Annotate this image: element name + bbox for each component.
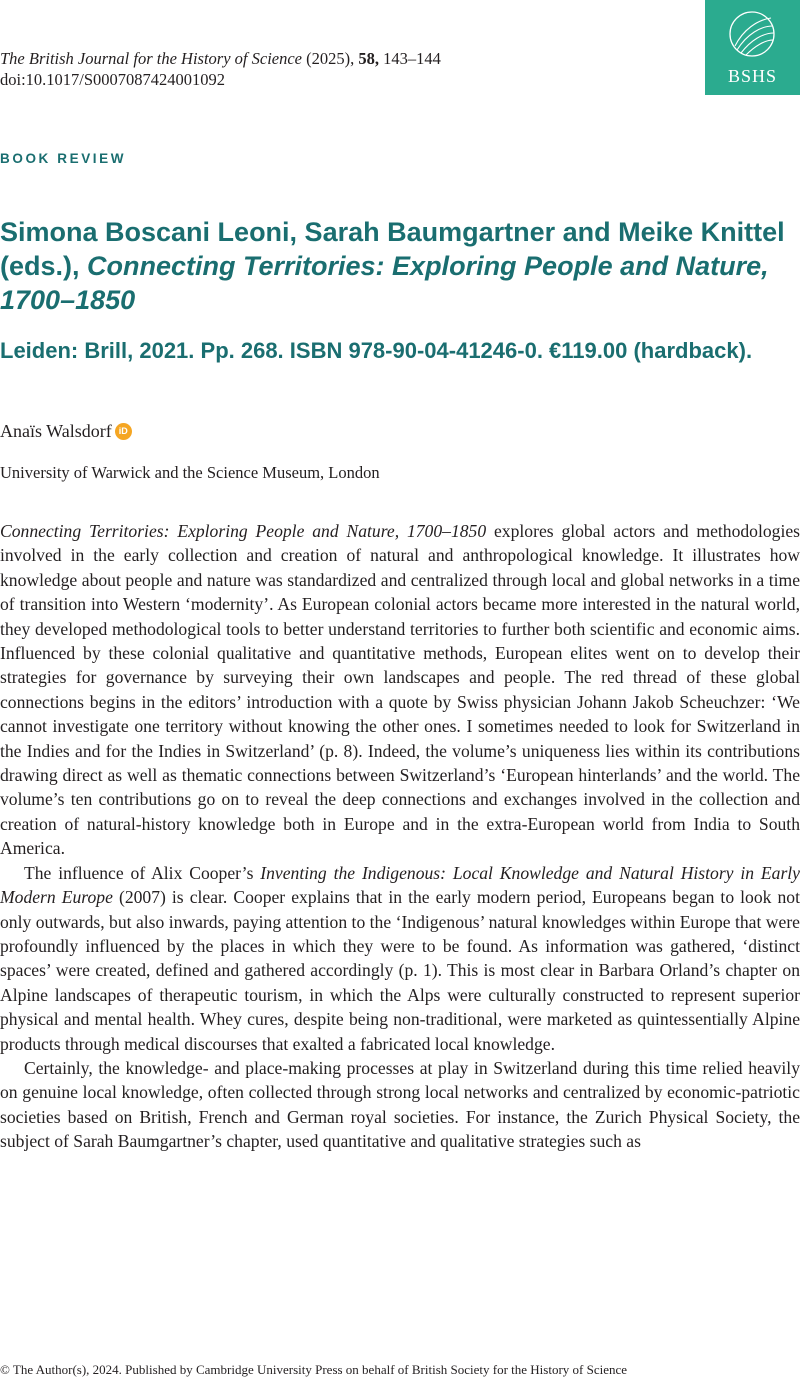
author-line xyxy=(0,421,132,442)
journal-volume: 58, xyxy=(358,49,380,68)
bshs-logo xyxy=(705,0,800,95)
author-name: Anaïs Walsdorf xyxy=(0,421,112,441)
review-title xyxy=(0,215,800,317)
copyright-footer: © The Author(s), 2024. Published by Cambridge University Press on behalf of British Society for the History of Science xyxy=(0,1362,628,1377)
paragraph-3: Certainly, the knowledge- and place-making processes at play in Switzerland during this time relied heavily on genuine local knowledge, often collected through strong local networks and centralized by economic-patriotic societies based on British, French and German royal societies. For instance, the Zurich Physical Society, the subject of Sarah Baumgartner’s chapter, used quantitative and qualitative strategies such as xyxy=(0,1057,800,1152)
title-editors: Simona Boscani Leoni, Sarah Baumgartner and Meike Knittel (eds.), xyxy=(0,217,785,281)
journal-citation xyxy=(0,48,441,69)
journal-name: The British Journal for the History of Science xyxy=(0,49,303,68)
author-affiliation: University of Warwick and the Science Museum, London xyxy=(0,463,380,482)
journal-pages: 143–144 xyxy=(383,49,441,68)
logo-text: BSHS xyxy=(727,66,778,86)
book-title-inline: Connecting Territories: Exploring People and Nature, 1700–1850 xyxy=(0,521,487,541)
paragraph-2-text-a: The influence of Alix Cooper’s xyxy=(24,862,261,883)
title-book: Connecting Territories: Exploring People and Nature, 1700–1850 xyxy=(0,251,769,315)
doi-link[interactable]: doi:10.1017/S0007087424001092 xyxy=(0,70,226,89)
orcid-icon[interactable]: iD xyxy=(115,423,132,440)
paragraph-2-text-b: (2007) is clear. Cooper explains that in the early modern period, Europeans began to look not only outwards, but also inwards, paying attention to the ‘Indigenous’ natural knowledges within Europe that were profoundly influenced by the places in which they were to be found. As information was gathered, ‘distinct spaces’ were created, defined and gathered accordingly (p. 1). This is most clear in Barbara Orland’s chapter on Alpine landscapes of therapeutic tourism, in which the Alps were culturally constructed to represent superior physical and mental health. Whey cures, despite being non-traditional, were marketed as quintessentially Alpine products through medical discourses that exalted a fabricated local knowledge. xyxy=(0,887,800,1054)
paragraph-2 xyxy=(0,861,800,1056)
publication-info: Leiden: Brill, 2021. Pp. 268. ISBN 978-90-04-41246-0. €119.00 (hardback). xyxy=(0,338,753,363)
paragraph-1 xyxy=(0,519,800,861)
cited-book-title: Inventing the Indigenous: Local Knowledge and Natural History in Early Modern Europe xyxy=(0,862,800,908)
journal-year: (2025), xyxy=(306,49,355,68)
paragraph-1-text: explores global actors and methodologies involved in the early collection and creation of natural and anthropological knowledge. It illustrates how knowledge about people and nature was standardized and centralized through local and global networks in a time of transition into Western ‘modernity’. As European colonial actors became more interested in the natural world, they developed methodological tools to better understand territories to further both scientific and economic aims. Influenced by these colonial qualitative and quantitative methods, European elites went on to develop their strategies for governance by surveying their own landscapes and people. The red thread of these global connections begins in the editors’ introduction with a quote by Swiss physician Johann Jakob Scheuchzer: ‘We cannot investigate one territory without knowing the other ones. I sometimes needed to look for Switzerland in the Indies and for the Indies in Switzerland’ (p. 8). Indeed, the volume’s uniqueness lies within its contributions drawing direct as well as thematic connections between Switzerland’s ‘European hinterlands’ and the world. The volume’s ten contributions go on to reveal the deep connections and exchanges involved in the collection and creation of natural-history knowledge both in Europe and in the extra-European world from India to South America. xyxy=(0,521,800,859)
review-body xyxy=(0,519,800,1154)
section-label: BOOK REVIEW xyxy=(0,151,127,166)
